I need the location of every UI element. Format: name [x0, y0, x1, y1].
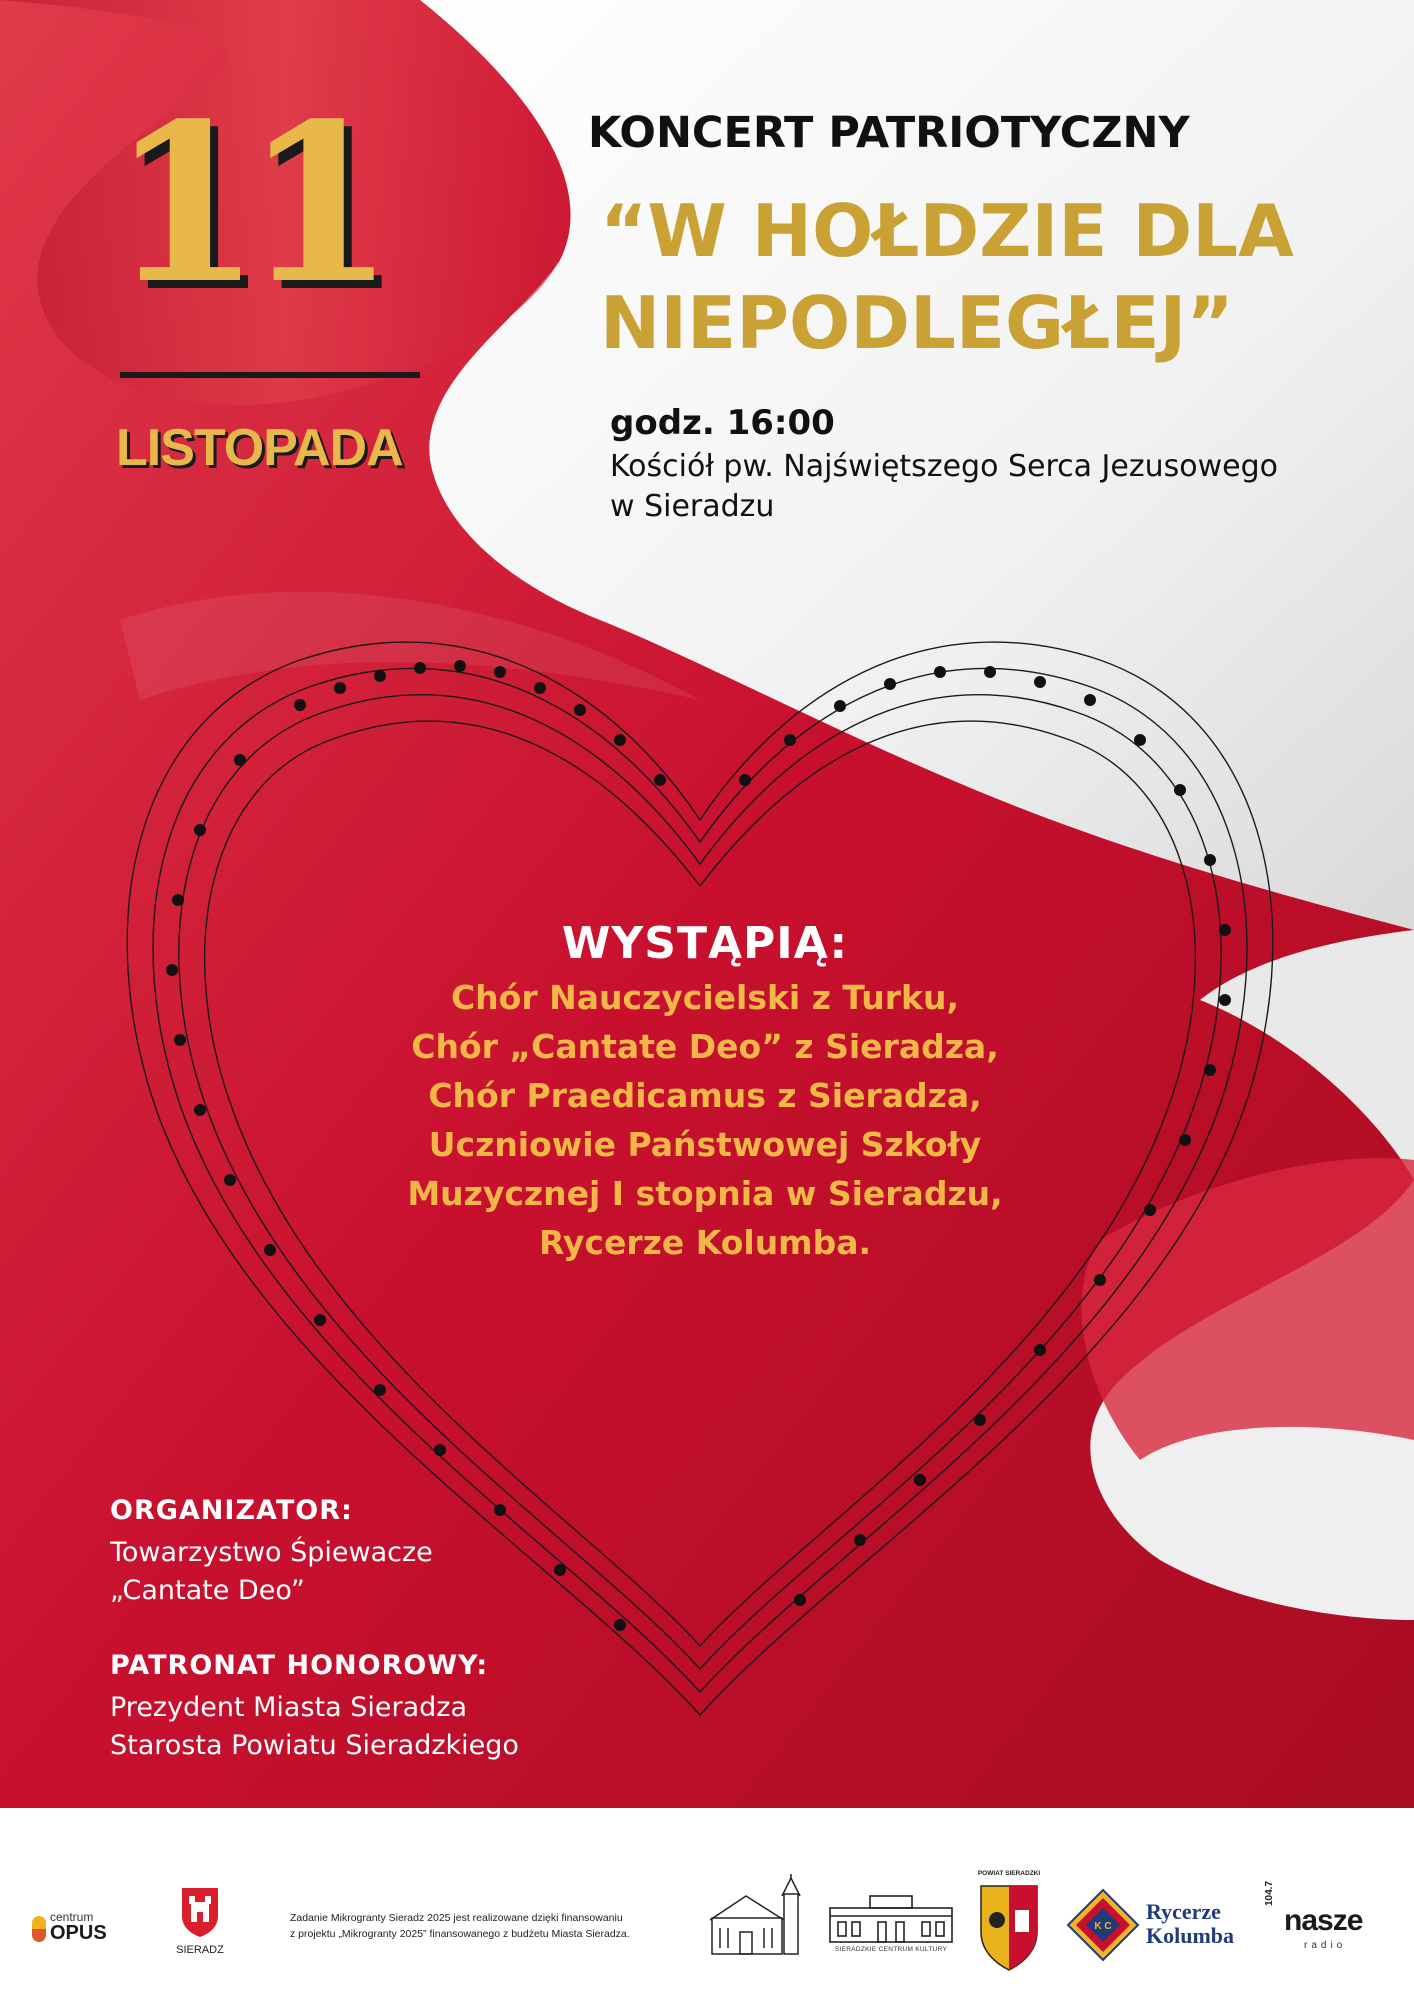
sieradz-city-logo: [168, 1886, 232, 1976]
performers-heading: WYSTĄPIĄ:: [561, 918, 849, 969]
patronage-line: Starosta Powiatu Sieradzkiego: [110, 1730, 519, 1761]
sieradz-coat-of-arms-icon: [180, 1886, 220, 1938]
sieradzkie-centrum-kultury-logo: [826, 1890, 956, 1960]
radio-sub: radio: [1304, 1940, 1347, 1951]
svg-text:K C: K C: [1094, 1921, 1112, 1932]
knights-of-columbus-emblem-icon: [1066, 1888, 1140, 1962]
date-underline: [120, 372, 420, 378]
performer-line: Muzycznej I stopnia w Sieradzu,: [407, 1174, 1003, 1213]
grant-note-line: Zadanie Mikrogranty Sieradz 2025 jest realizowane dzięki finansowaniu: [290, 1912, 623, 1924]
venue-line2: w Sieradzu: [610, 489, 775, 524]
performers-block: [300, 918, 1110, 1267]
sieradz-label: SIERADZ: [176, 1944, 224, 1956]
sck-label: SIERADZKIE CENTRUM KULTURY: [834, 1946, 948, 1953]
powiat-sieradzki-logo: [975, 1870, 1043, 1974]
sck-building-icon: [826, 1890, 956, 1944]
radio-name: nasze: [1284, 1904, 1363, 1937]
radio-frequency: 104.7: [1264, 1880, 1275, 1906]
grant-note: [290, 1910, 690, 1942]
patronage-heading: PATRONAT HONOROWY:: [110, 1650, 489, 1681]
church-logo-icon: [706, 1874, 804, 1958]
date-day: 11: [110, 76, 378, 332]
concert-venue: [610, 447, 1390, 527]
opus-mark-icon: [32, 1916, 46, 1942]
performer-line: Uczniowie Państwowej Szkoły: [428, 1125, 982, 1164]
kofc-line2: Kolumba: [1146, 1923, 1235, 1948]
performer-line: Rycerze Kolumba.: [538, 1223, 871, 1262]
grant-note-line: z projektu „Mikrogranty 2025” finansowanego z budżetu Miasta Sieradza.: [290, 1928, 630, 1940]
opus-small-text: centrum: [50, 1910, 94, 1924]
organizer-line: Towarzystwo Śpiewacze: [110, 1537, 433, 1568]
organizer-text: [110, 1534, 433, 1610]
kofc-line1: Rycerze: [1146, 1899, 1221, 1924]
concert-title: [600, 185, 1340, 369]
date-month: LISTOPADA: [116, 419, 403, 477]
concert-time: godz. 16:00: [610, 403, 835, 443]
powiat-label: POWIAT SIERADZKI: [977, 1870, 1041, 1877]
concert-title-line1: “W HOŁDZIE DLA: [600, 189, 1294, 273]
patronage-text: [110, 1689, 519, 1765]
performer-line: Chór Praedicamus z Sieradza,: [428, 1076, 982, 1115]
concert-title-line2: NIEPODLEGŁEJ”: [600, 281, 1234, 365]
patronage-line: Prezydent Miasta Sieradza: [110, 1692, 467, 1723]
nasze-radio-logo: [1264, 1882, 1364, 1966]
performer-line: Chór „Cantate Deo” z Sieradza,: [411, 1027, 999, 1066]
venue-line1: Kościół pw. Najświętszego Serca Jezusowego: [610, 449, 1278, 484]
rycerze-kolumba-logo-text: [1146, 1900, 1266, 1948]
concert-type: KONCERT PATRIOTYCZNY: [588, 108, 1190, 158]
opus-big-text: OPUS: [50, 1922, 107, 1944]
patronage-block: [110, 1650, 519, 1765]
powiat-coat-of-arms-icon: [975, 1882, 1043, 1974]
sponsor-footer: [0, 1808, 1414, 2000]
centrum-opus-logo: [30, 1910, 120, 1950]
organizer-block: [110, 1495, 433, 1610]
performer-line: Chór Nauczycielski z Turku,: [450, 978, 960, 1017]
organizer-heading: ORGANIZATOR:: [110, 1495, 353, 1526]
organizer-line: „Cantate Deo”: [110, 1575, 305, 1606]
